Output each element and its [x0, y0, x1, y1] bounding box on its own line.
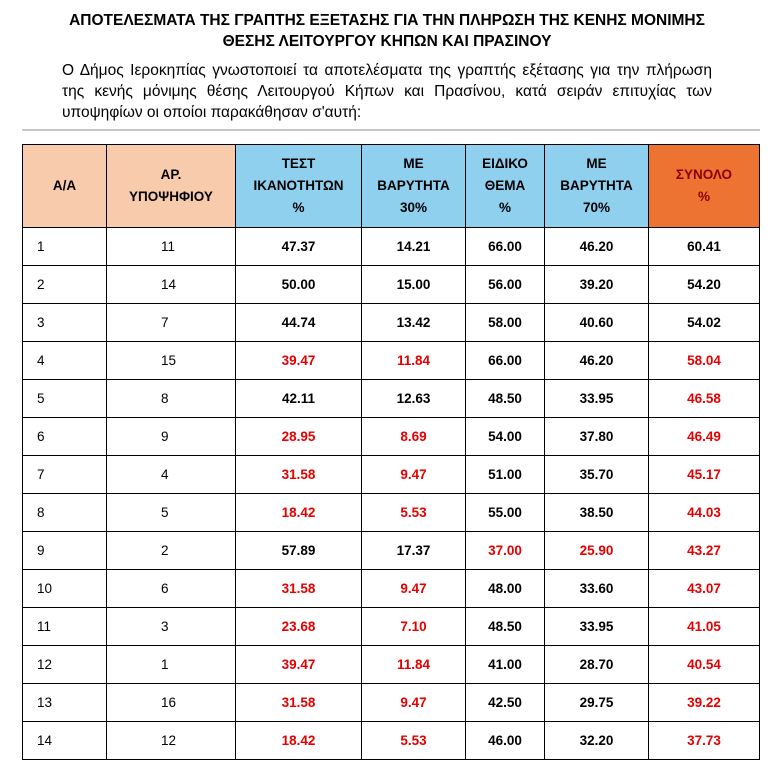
test-weighted-cell: 5.53: [362, 494, 466, 532]
ability-test-cell: 47.37: [236, 228, 362, 266]
test-weighted-cell: 9.47: [362, 570, 466, 608]
test-weighted-cell: 15.00: [362, 266, 466, 304]
special-subject-cell: 48.50: [466, 608, 545, 646]
header-special-weighted: ΜΕ ΒΑΡΥΤΗΤΑ 70%: [545, 145, 649, 228]
table-row: [23, 570, 760, 608]
total-cell: 44.03: [649, 494, 760, 532]
special-weighted-cell: 29.75: [545, 684, 649, 722]
aa-cell: 14: [23, 722, 107, 760]
aa-cell: 4: [23, 342, 107, 380]
special-subject-cell: 56.00: [466, 266, 545, 304]
special-subject-cell: 42.50: [466, 684, 545, 722]
special-weighted-cell: 28.70: [545, 646, 649, 684]
aa-cell: 1: [23, 228, 107, 266]
total-cell: 58.04: [649, 342, 760, 380]
candidate-number-cell: 11: [107, 228, 236, 266]
special-weighted-cell: 33.95: [545, 380, 649, 418]
intro-paragraph: Ο Δήμος Ιεροκηπίας γνωστοποιεί τα αποτελέσματα της γραπτής εξέτασης για την πλήρωση της κενής μόνιμης θέσης Λειτουργού Κήπων και Πρασίνου, κατά σειράν επιτυχίας των υποψηφίων οι οποίοι παρακάθησαν σ'αυτή:: [62, 62, 712, 121]
header-candidate-number: ΑΡ. ΥΠΟΨΗΦΙΟΥ: [107, 145, 236, 228]
test-weighted-cell: 9.47: [362, 684, 466, 722]
total-cell: 45.17: [649, 456, 760, 494]
ability-test-cell: 50.00: [236, 266, 362, 304]
ability-test-cell: 39.47: [236, 646, 362, 684]
test-weighted-cell: 17.37: [362, 532, 466, 570]
special-subject-cell: 46.00: [466, 722, 545, 760]
special-subject-cell: 55.00: [466, 494, 545, 532]
special-subject-cell: 37.00: [466, 532, 545, 570]
table-row: [23, 494, 760, 532]
candidate-number-cell: 4: [107, 456, 236, 494]
table-row: [23, 304, 760, 342]
test-weighted-cell: 11.84: [362, 342, 466, 380]
special-subject-cell: 41.00: [466, 646, 545, 684]
candidate-number-cell: 15: [107, 342, 236, 380]
total-cell: 37.73: [649, 722, 760, 760]
aa-cell: 9: [23, 532, 107, 570]
candidate-number-cell: 2: [107, 532, 236, 570]
table-row: [23, 266, 760, 304]
test-weighted-cell: 12.63: [362, 380, 466, 418]
table-row: [23, 646, 760, 684]
aa-cell: 12: [23, 646, 107, 684]
table-row: [23, 342, 760, 380]
total-cell: 41.05: [649, 608, 760, 646]
total-cell: 46.58: [649, 380, 760, 418]
header-total: ΣΥΝΟΛΟ %: [649, 145, 760, 228]
special-subject-cell: 58.00: [466, 304, 545, 342]
test-weighted-cell: 14.21: [362, 228, 466, 266]
test-weighted-cell: 5.53: [362, 722, 466, 760]
total-cell: 54.02: [649, 304, 760, 342]
title-line-2: ΘΕΣΗΣ ΛΕΙΤΟΥΡΓΟΥ ΚΗΠΩΝ ΚΑΙ ΠΡΑΣΙΝΟΥ: [222, 33, 552, 50]
test-weighted-cell: 13.42: [362, 304, 466, 342]
table-row: [23, 418, 760, 456]
candidate-number-cell: 6: [107, 570, 236, 608]
special-subject-cell: 66.00: [466, 342, 545, 380]
header-aa: Α/Α: [23, 145, 107, 228]
total-cell: 43.07: [649, 570, 760, 608]
table-header-row: [23, 145, 760, 228]
special-weighted-cell: 25.90: [545, 532, 649, 570]
candidate-number-cell: 14: [107, 266, 236, 304]
aa-cell: 3: [23, 304, 107, 342]
table-row: [23, 456, 760, 494]
special-subject-cell: 54.00: [466, 418, 545, 456]
table-row: [23, 380, 760, 418]
special-weighted-cell: 32.20: [545, 722, 649, 760]
candidate-number-cell: 8: [107, 380, 236, 418]
special-weighted-cell: 40.60: [545, 304, 649, 342]
aa-cell: 2: [23, 266, 107, 304]
ability-test-cell: 39.47: [236, 342, 362, 380]
aa-cell: 13: [23, 684, 107, 722]
document-title: [0, 10, 774, 52]
total-cell: 46.49: [649, 418, 760, 456]
ability-test-cell: 42.11: [236, 380, 362, 418]
ability-test-cell: 31.58: [236, 456, 362, 494]
special-weighted-cell: 39.20: [545, 266, 649, 304]
total-cell: 39.22: [649, 684, 760, 722]
candidate-number-cell: 5: [107, 494, 236, 532]
special-subject-cell: 66.00: [466, 228, 545, 266]
ability-test-cell: 44.74: [236, 304, 362, 342]
ability-test-cell: 23.68: [236, 608, 362, 646]
total-cell: 60.41: [649, 228, 760, 266]
candidate-number-cell: 1: [107, 646, 236, 684]
candidate-number-cell: 12: [107, 722, 236, 760]
ability-test-cell: 18.42: [236, 722, 362, 760]
total-cell: 43.27: [649, 532, 760, 570]
header-test-weighted: ΜΕ ΒΑΡΥΤΗΤΑ 30%: [362, 145, 466, 228]
aa-cell: 7: [23, 456, 107, 494]
test-weighted-cell: 11.84: [362, 646, 466, 684]
title-line-1: ΑΠΟΤΕΛΕΣΜΑΤΑ ΤΗΣ ΓΡΑΠΤΗΣ ΕΞΕΤΑΣΗΣ ΓΙΑ ΤΗΝ ΠΛΗΡΩΣΗ ΤΗΣ ΚΕΝΗΣ ΜΟΝΙΜΗΣ: [69, 12, 705, 29]
candidate-number-cell: 7: [107, 304, 236, 342]
special-weighted-cell: 37.80: [545, 418, 649, 456]
results-table: [22, 144, 760, 760]
special-subject-cell: 48.00: [466, 570, 545, 608]
table-row: [23, 532, 760, 570]
test-weighted-cell: 8.69: [362, 418, 466, 456]
special-weighted-cell: 35.70: [545, 456, 649, 494]
separator-line: [22, 129, 760, 131]
candidate-number-cell: 16: [107, 684, 236, 722]
test-weighted-cell: 9.47: [362, 456, 466, 494]
total-cell: 40.54: [649, 646, 760, 684]
aa-cell: 10: [23, 570, 107, 608]
table-row: [23, 228, 760, 266]
candidate-number-cell: 9: [107, 418, 236, 456]
aa-cell: 8: [23, 494, 107, 532]
test-weighted-cell: 7.10: [362, 608, 466, 646]
header-special-subject: ΕΙΔΙΚΟ ΘΕΜΑ %: [466, 145, 545, 228]
header-ability-test: ΤΕΣΤ ΙΚΑΝΟΤΗΤΩΝ %: [236, 145, 362, 228]
ability-test-cell: 57.89: [236, 532, 362, 570]
special-weighted-cell: 33.95: [545, 608, 649, 646]
ability-test-cell: 28.95: [236, 418, 362, 456]
total-cell: 54.20: [649, 266, 760, 304]
candidate-number-cell: 3: [107, 608, 236, 646]
table-row: [23, 684, 760, 722]
table-body: [23, 228, 760, 760]
special-weighted-cell: 33.60: [545, 570, 649, 608]
aa-cell: 6: [23, 418, 107, 456]
table-row: [23, 722, 760, 760]
special-subject-cell: 48.50: [466, 380, 545, 418]
ability-test-cell: 18.42: [236, 494, 362, 532]
aa-cell: 11: [23, 608, 107, 646]
special-subject-cell: 51.00: [466, 456, 545, 494]
special-weighted-cell: 38.50: [545, 494, 649, 532]
ability-test-cell: 31.58: [236, 570, 362, 608]
special-weighted-cell: 46.20: [545, 228, 649, 266]
special-weighted-cell: 46.20: [545, 342, 649, 380]
table-row: [23, 608, 760, 646]
ability-test-cell: 31.58: [236, 684, 362, 722]
aa-cell: 5: [23, 380, 107, 418]
